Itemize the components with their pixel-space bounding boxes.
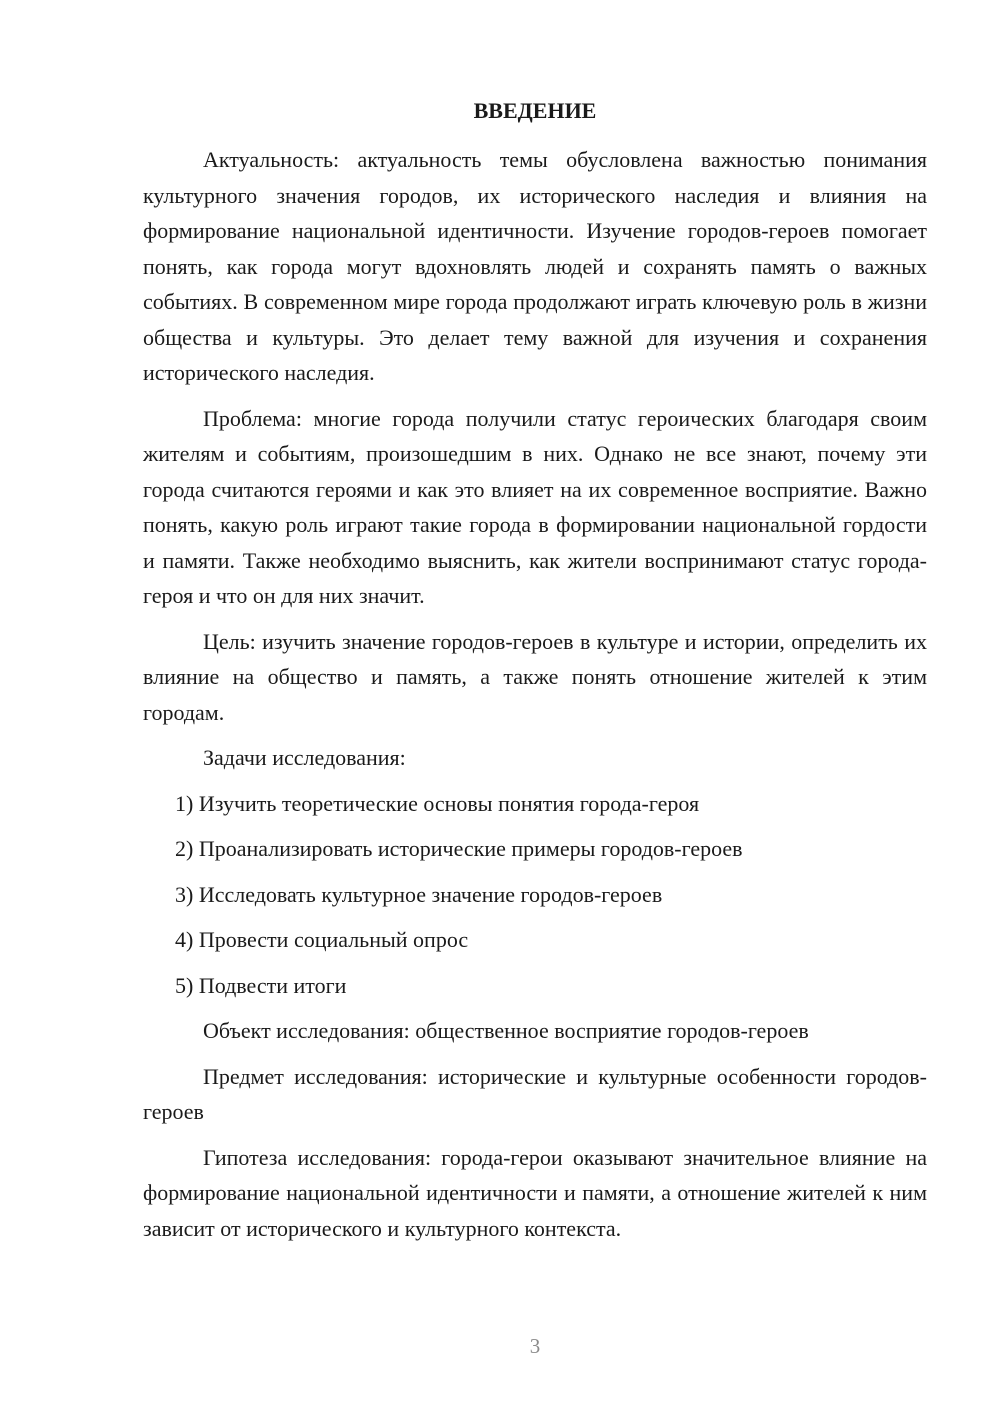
list-item: 4) Провести социальный опрос [175, 927, 469, 952]
subject-paragraph: Предмет исследования: исторические и культурные особенности городов-героев [143, 1063, 927, 1124]
hypothesis-paragraph: Гипотеза исследования: города-герои оказывают значительное влияние на формирование национальной идентичности и памяти, а отношение жителей к ним зависит от исторического и культурного контекста. [143, 1144, 927, 1241]
page-title: ВВЕДЕНИЕ [473, 98, 597, 123]
tasks-list [143, 786, 927, 1004]
goal-paragraph: Цель: изучить значение городов-героев в культуре и истории, определить их влияние на общество и память, а также понять отношение жителей к этим городам. [143, 628, 927, 725]
tasks-heading: Задачи исследования: [203, 745, 406, 770]
list-item: 5) Подвести итоги [175, 972, 347, 998]
document-body [143, 142, 927, 1256]
list-item: 1) Изучить теоретические основы понятия города-героя [175, 790, 700, 816]
object-paragraph: Объект исследования: общественное восприятие городов-героев [203, 1018, 809, 1043]
list-item: 2) Проанализировать исторические примеры городов-героев [175, 836, 743, 861]
page-number: 3 [529, 1334, 541, 1358]
relevance-paragraph: Актуальность: актуальность темы обусловлена важностью понимания культурного значения городов, их исторического наследия и влияния на формирование национальной идентичности. Изучение городов-героев помогает понять, как города могут вдохновлять людей и сохранять память о важных событиях. В современном мире города продолжают играть ключевую роль в жизни общества и культуры. Это делает тему важной для изучения и сохранения исторического наследия. [143, 147, 927, 385]
list-item: 3) Исследовать культурное значение городов-героев [175, 881, 663, 907]
problem-paragraph: Проблема: многие города получили статус героических благодаря своим жителям и событиям, произошедшим в них. Однако не все знают, почему эти города считаются героями и как это влияет на их современное восприятие. Важно понять, какую роль играют такие города в формировании национальной гордости и памяти. Также необходимо выяснить, как жители воспринимают статус города-героя и что он для них значит. [143, 405, 927, 608]
